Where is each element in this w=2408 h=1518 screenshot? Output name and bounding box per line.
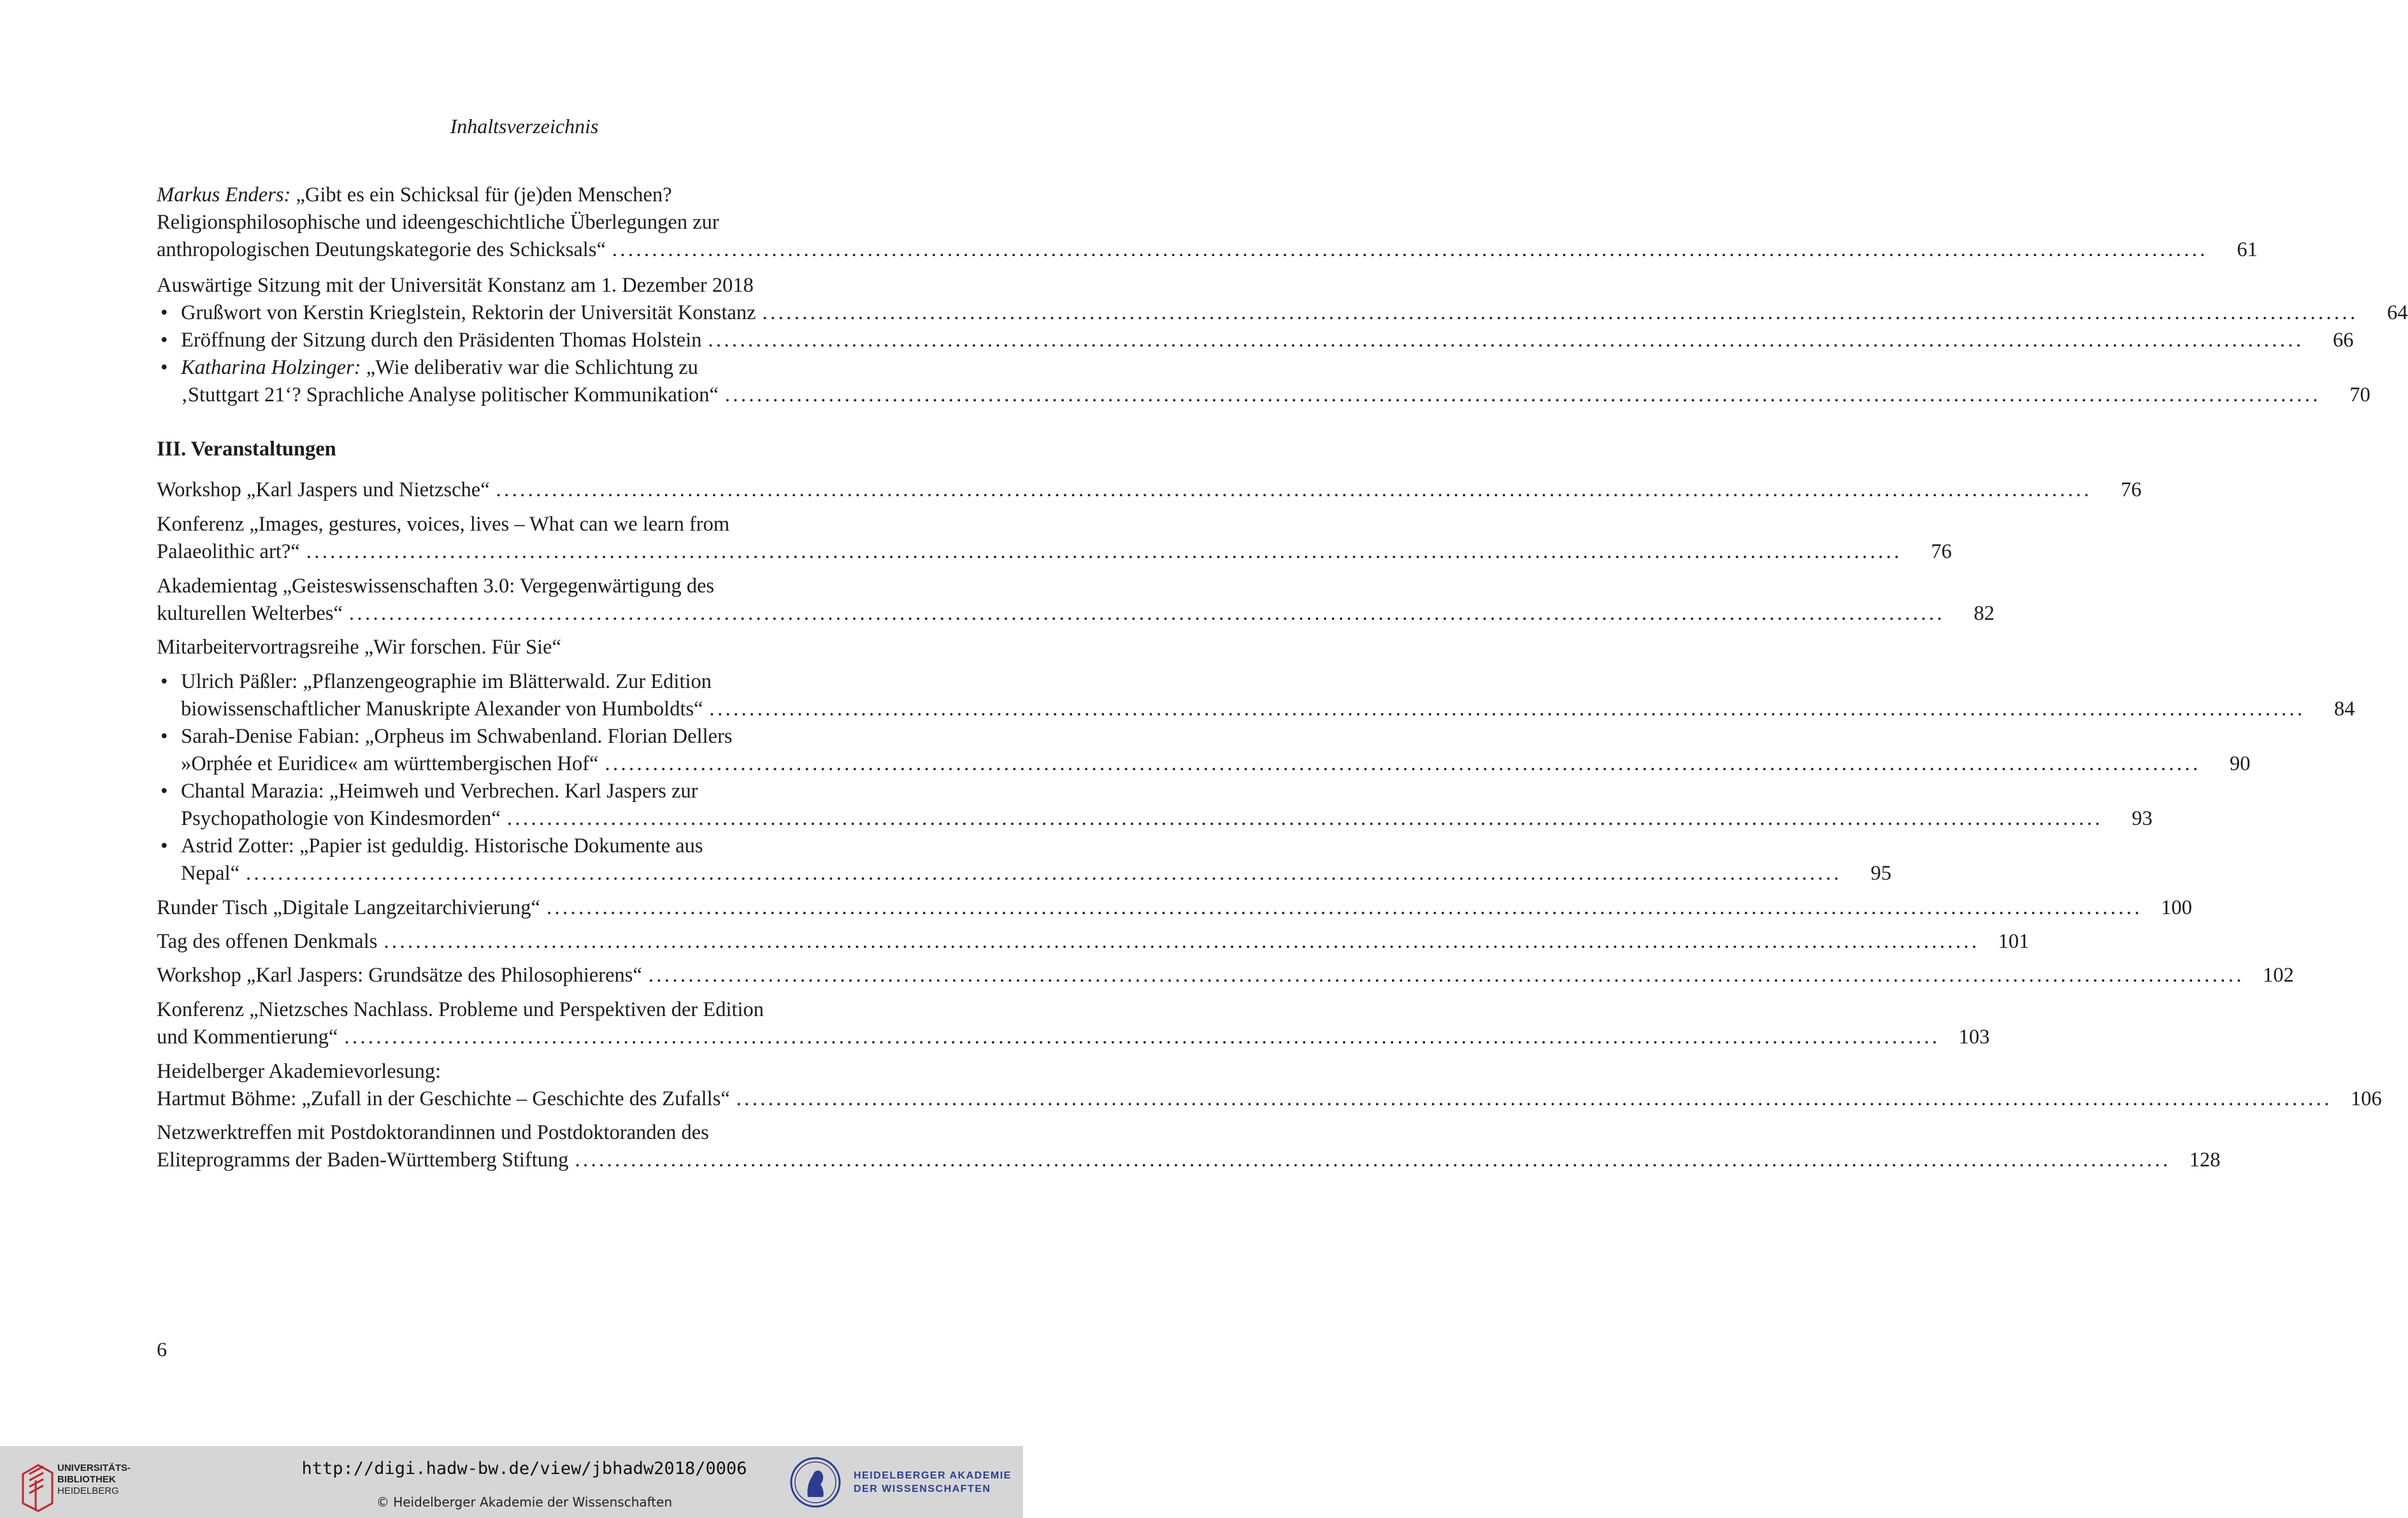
toc-author: Markus Enders: [157, 183, 291, 206]
library-name-line: HEIDELBERG [57, 1486, 119, 1496]
leader-dots: ........................................................................................................................................................................................................ [306, 540, 1902, 563]
toc-entry [157, 573, 1995, 627]
toc-text: Hartmut Böhme: „Zufall in der Geschichte – Geschichte des Zufalls“ [157, 1087, 730, 1110]
bullet-icon: • [161, 329, 168, 352]
toc-text: Chantal Marazia: „Heimweh und Verbrechen. Karl Jaspers zur [181, 780, 698, 803]
toc-entry-enders [157, 182, 2258, 264]
toc-page-number: 61 [2237, 238, 2258, 261]
toc-text: Runder Tisch „Digitale Langzeitarchivierung“ [157, 896, 540, 919]
toc-page-number: 106 [2351, 1087, 2382, 1110]
toc-page-number: 64 [2387, 301, 2408, 324]
toc-entry [157, 928, 2030, 956]
toc-page-number: 102 [2263, 964, 2294, 987]
toc-text: Religionsphilosophische und ideengeschichtliche Überlegungen zur [157, 211, 719, 234]
toc-text: „Wie deliberativ war die Schlichtung zu [361, 356, 698, 379]
academy-name-line: DER WISSENSCHAFTEN [854, 1484, 991, 1494]
bullet-icon: • [161, 670, 168, 693]
toc-entry [157, 1058, 2382, 1113]
copyright-notice: © Heidelberger Akademie der Wissenschaften [376, 1494, 673, 1510]
leader-dots: ........................................................................................................................................................................................................ [709, 698, 2305, 720]
leader-dots: ........................................................................................................................................................................................................ [648, 964, 2244, 987]
toc-bullet-item [157, 668, 2355, 723]
viewer-footer [0, 1446, 1023, 1518]
leader-dots: ........................................................................................................................................................................................................ [605, 752, 2201, 775]
toc-bullet-item [157, 723, 2251, 778]
toc-entry-mitarbeiter [157, 634, 891, 661]
bullet-icon: • [161, 834, 168, 857]
toc-page-number: 128 [2189, 1149, 2221, 1171]
toc-text: Eliteprogramms der Baden-Württemberg Stiftung [157, 1149, 569, 1171]
toc-heading: Auswärtige Sitzung mit der Universität Konstanz am 1. Dezember 2018 [157, 274, 754, 297]
toc-text: Workshop „Karl Jaspers und Nietzsche“ [157, 478, 490, 501]
bullet-icon: • [161, 356, 168, 379]
section-heading: III. Veranstaltungen [157, 438, 336, 461]
leader-dots: ........................................................................................................................................................................................................ [612, 238, 2208, 261]
toc-page-number: 90 [2229, 752, 2251, 775]
toc-page-number: 82 [1974, 602, 1995, 625]
toc-bullet-item [157, 354, 2370, 409]
toc-entry [157, 476, 2142, 504]
bullet-icon: • [161, 725, 168, 748]
toc-text: Psychopathologie von Kindesmorden“ [181, 807, 501, 830]
toc-text: Workshop „Karl Jaspers: Grundsätze des Philosophierens“ [157, 964, 642, 987]
toc-page-number: 101 [1998, 930, 2030, 953]
toc-bullet-item [157, 833, 1892, 887]
toc-text: Grußwort von Kerstin Krieglstein, Rektorin der Universität Konstanz [181, 301, 756, 324]
toc-text: ‚Stuttgart 21‘? Sprachliche Analyse politischer Kommunikation“ [181, 383, 719, 406]
toc-bullet-list [157, 668, 2355, 887]
toc-text: kulturellen Welterbes“ [157, 602, 343, 625]
leader-dots: ........................................................................................................................................................................................................ [736, 1087, 2332, 1110]
leader-dots: ........................................................................................................................................................................................................ [344, 1026, 1940, 1049]
toc-text: Netzwerktreffen mit Postdoktorandinnen und Postdoktoranden des [157, 1121, 709, 1144]
toc-entry [157, 996, 1990, 1051]
running-head: Inhaltsverzeichnis [450, 115, 599, 138]
leader-dots: ........................................................................................................................................................................................................ [383, 930, 1980, 953]
leader-dots: ........................................................................................................................................................................................................ [762, 301, 2358, 324]
leader-dots: ........................................................................................................................................................................................................ [348, 602, 1945, 625]
toc-page-number: 100 [2161, 896, 2192, 919]
leader-dots: ........................................................................................................................................................................................................ [506, 807, 2103, 830]
toc-page-number: 76 [1931, 540, 1952, 563]
toc-entry-konstanz [157, 272, 2408, 409]
toc-text: „Gibt es ein Schicksal für (je)den Menschen? [290, 183, 672, 206]
toc-page-number: 93 [2132, 807, 2153, 830]
library-name-line: UNIVERSITÄTS- [57, 1463, 131, 1473]
toc-text: Heidelberger Akademievorlesung: [157, 1060, 441, 1083]
page-number: 6 [157, 1338, 167, 1361]
academy-seal-icon [790, 1455, 841, 1510]
toc-entry [157, 962, 2294, 989]
toc-text: »Orphée et Euridice« am württembergischen Hof“ [181, 752, 599, 775]
academy-name [854, 1469, 1012, 1496]
toc-entry [157, 511, 1952, 566]
toc-text: biowissenschaftlicher Manuskripte Alexander von Humboldts“ [181, 698, 703, 720]
toc-text: Nepal“ [181, 862, 240, 885]
toc-text: Konferenz „Nietzsches Nachlass. Probleme und Perspektiven der Edition [157, 998, 764, 1021]
toc-text: Akademientag „Geisteswissenschaften 3.0: Vergegenwärtigung des [157, 575, 715, 598]
academy-name-line: HEIDELBERGER AKADEMIE [854, 1470, 1012, 1481]
toc-text: und Kommentierung“ [157, 1026, 338, 1049]
toc-text: Konferenz „Images, gestures, voices, lives – What can we learn from [157, 513, 730, 536]
toc-page-number: 66 [2332, 329, 2354, 352]
toc-bullet-item [157, 327, 2354, 354]
leader-dots: ........................................................................................................................................................................................................ [496, 478, 2092, 501]
toc-page-number: 103 [1958, 1026, 1990, 1049]
permalink-url[interactable]: http://digi.hadw-bw.de/view/jbhadw2018/0006 [301, 1459, 747, 1479]
toc-entry [157, 894, 2192, 922]
toc-page-number: 70 [2349, 383, 2370, 406]
leader-dots: ........................................................................................................................................................................................................ [546, 896, 2142, 919]
toc-text: Palaeolithic art?“ [157, 540, 300, 563]
toc-text: Eröffnung der Sitzung durch den Präsidenten Thomas Holstein [181, 329, 702, 352]
toc-heading: Mitarbeitervortragsreihe „Wir forschen. Für Sie“ [157, 636, 561, 659]
bullet-icon: • [161, 301, 168, 324]
leader-dots: ........................................................................................................................................................................................................ [575, 1149, 2171, 1171]
toc-bullet-item [157, 778, 2153, 833]
bullet-icon: • [161, 780, 168, 803]
toc-page-number: 95 [1870, 862, 1892, 885]
leader-dots: ........................................................................................................................................................................................................ [708, 329, 2304, 352]
toc-text: anthropologischen Deutungskategorie des Schicksals“ [157, 238, 606, 261]
toc-author: Katharina Holzinger: [181, 356, 361, 379]
toc-entry [157, 1119, 2221, 1174]
toc-bullet-item [157, 299, 2408, 327]
toc-page-number: 84 [2334, 698, 2355, 720]
leader-dots: ........................................................................................................................................................................................................ [246, 862, 1842, 885]
toc-text: Ulrich Päßler: „Pflanzengeographie im Blätterwald. Zur Edition [181, 670, 712, 693]
toc-text: Astrid Zotter: „Papier ist geduldig. Historische Dokumente aus [181, 834, 703, 857]
leader-dots: ........................................................................................................................................................................................................ [724, 383, 2321, 406]
toc-page-number: 76 [2121, 478, 2142, 501]
library-name-line: BIBLIOTHEK [57, 1474, 116, 1485]
toc-text: Sarah-Denise Fabian: „Orpheus im Schwabenland. Florian Dellers [181, 725, 733, 748]
toc-text: Tag des offenen Denkmals [157, 930, 378, 953]
